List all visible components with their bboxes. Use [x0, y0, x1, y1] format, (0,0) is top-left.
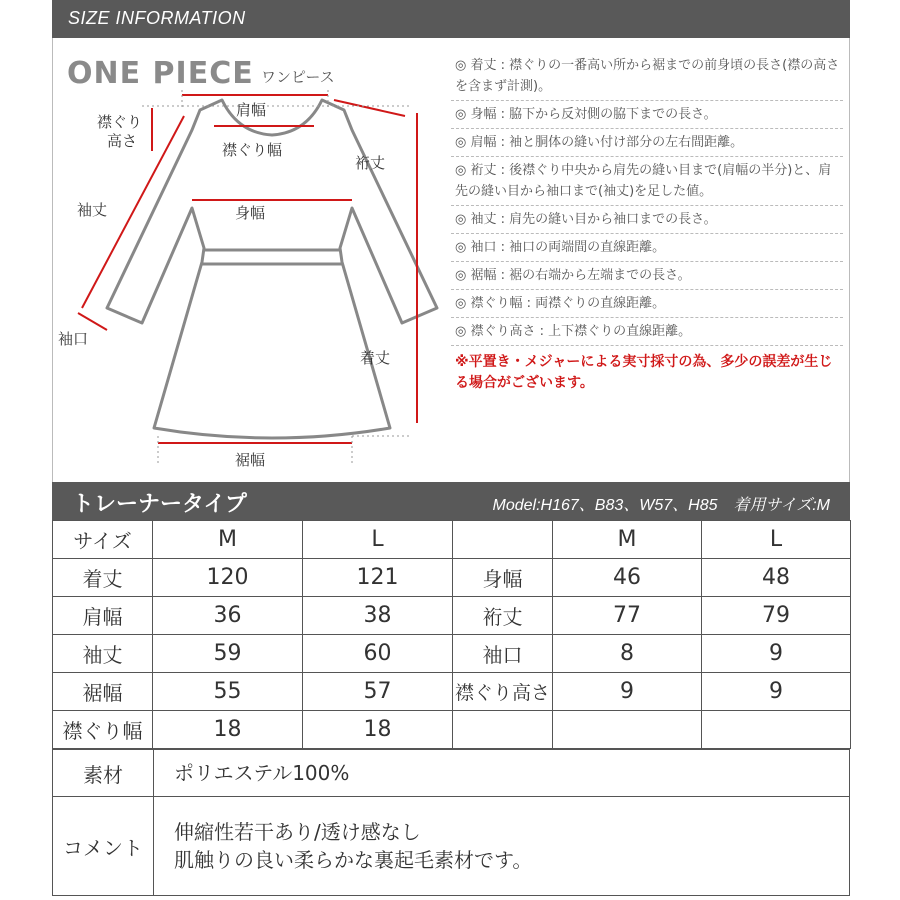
- garment-diagram: [52, 38, 452, 482]
- table-row: [53, 635, 851, 673]
- header-bar: [52, 0, 850, 38]
- table-cell: 79: [702, 597, 851, 635]
- table-cell: L: [303, 521, 453, 559]
- label-sodeguchi: 袖口: [58, 330, 89, 348]
- table-cell: 8: [553, 635, 702, 673]
- table-cell: サイズ: [53, 521, 153, 559]
- table-cell: 肩幅: [53, 597, 153, 635]
- comment-line-2: 肌触りの良い柔らかな裏起毛素材です。: [174, 848, 533, 872]
- table-cell: 55: [153, 673, 303, 711]
- table-row: [53, 673, 851, 711]
- note-sodeguchi: ◎ 袖口 : 袖口の両端間の直線距離。: [451, 234, 843, 262]
- table-cell: 襟ぐり幅: [53, 711, 153, 749]
- table-cell: [453, 711, 553, 749]
- table-cell: 袖口: [453, 635, 553, 673]
- type-bar: [52, 482, 850, 520]
- label-eri-takasa-2: 高さ: [107, 132, 138, 150]
- note-yukitake: ◎ 裄丈 : 後襟ぐり中央から肩先の縫い目まで(肩幅の半分)と、肩先の縫い目から袖口まで(袖丈)を足した値。: [451, 157, 843, 206]
- table-cell: 77: [553, 597, 702, 635]
- label-kitake: 着丈: [360, 349, 391, 367]
- note-sodetake: ◎ 袖丈 : 肩先の縫い目から袖口までの長さ。: [451, 206, 843, 234]
- comment-row: [53, 797, 850, 896]
- note-susohaba: ◎ 裾幅 : 裾の右端から左端までの長さ。: [451, 262, 843, 290]
- table-cell: 18: [303, 711, 453, 749]
- table-row: [53, 597, 851, 635]
- table-cell: 9: [702, 673, 851, 711]
- diagram-subtitle: ワンピース: [261, 68, 335, 86]
- measurement-notes: [451, 52, 843, 400]
- note-katahaba: ◎ 肩幅 : 袖と胴体の縫い付け部分の左右間距離。: [451, 129, 843, 157]
- size-info-frame: [52, 0, 850, 900]
- table-cell: 9: [553, 673, 702, 711]
- material-label: 素材: [53, 750, 154, 797]
- size-table: [52, 520, 851, 749]
- diagram-title: ONE PIECE: [67, 56, 254, 91]
- table-cell: 120: [153, 559, 303, 597]
- table-cell: 46: [553, 559, 702, 597]
- label-eri-haba: 襟ぐり幅: [222, 141, 283, 159]
- table-row: [53, 711, 851, 749]
- table-row: [53, 559, 851, 597]
- table-cell: 裄丈: [453, 597, 553, 635]
- table-cell: 袖丈: [53, 635, 153, 673]
- note-eriguri-haba: ◎ 襟ぐり幅 : 両襟ぐりの直線距離。: [451, 290, 843, 318]
- info-table: [52, 749, 850, 896]
- header-title: SIZE INFORMATION: [68, 8, 246, 28]
- table-cell: 48: [702, 559, 851, 597]
- material-row: [53, 750, 850, 797]
- comment-line-1: 伸縮性若干あり/透け感なし: [174, 820, 421, 844]
- table-cell: M: [153, 521, 303, 559]
- note-kitake: ◎ 着丈 : 襟ぐりの一番高い所から裾までの前身頃の長さ(襟の高さを含まず計測)。: [451, 52, 843, 101]
- table-cell: 18: [153, 711, 303, 749]
- table-cell: 身幅: [453, 559, 553, 597]
- note-mihaba: ◎ 身幅 : 脇下から反対側の脇下までの長さ。: [451, 101, 843, 129]
- label-kata: 肩幅: [236, 101, 267, 119]
- table-cell: M: [553, 521, 702, 559]
- note-eriguri-takasa: ◎ 襟ぐり高さ : 上下襟ぐりの直線距離。: [451, 318, 843, 346]
- label-eri-takasa-1: 襟ぐり: [97, 113, 143, 131]
- table-cell: 襟ぐり高さ: [453, 673, 553, 711]
- label-suso: 裾幅: [235, 451, 266, 469]
- table-cell: 60: [303, 635, 453, 673]
- table-header-row: [53, 521, 851, 559]
- table-cell: 着丈: [53, 559, 153, 597]
- table-cell: [553, 711, 702, 749]
- table-cell: 121: [303, 559, 453, 597]
- warning-text: ※平置き・メジャーによる実寸採寸の為、多少の誤差が生じる場合がございます。: [455, 354, 833, 391]
- table-cell: 9: [702, 635, 851, 673]
- label-yuki: 裄丈: [355, 154, 386, 172]
- comment-value: [154, 797, 850, 896]
- table-cell: 57: [303, 673, 453, 711]
- model-info: Model:H167、B83、W57、H85 着用サイズ:M: [492, 497, 830, 514]
- type-title: トレーナータイプ: [72, 492, 247, 517]
- comment-label: コメント: [53, 797, 154, 896]
- table-cell: [702, 711, 851, 749]
- material-value: ポリエステル100%: [154, 750, 850, 797]
- table-cell: L: [702, 521, 851, 559]
- table-cell: 59: [153, 635, 303, 673]
- label-mi: 身幅: [235, 204, 266, 222]
- table-cell: 裾幅: [53, 673, 153, 711]
- table-cell: [453, 521, 553, 559]
- table-cell: 36: [153, 597, 303, 635]
- table-cell: 38: [303, 597, 453, 635]
- label-sode: 袖丈: [77, 201, 108, 219]
